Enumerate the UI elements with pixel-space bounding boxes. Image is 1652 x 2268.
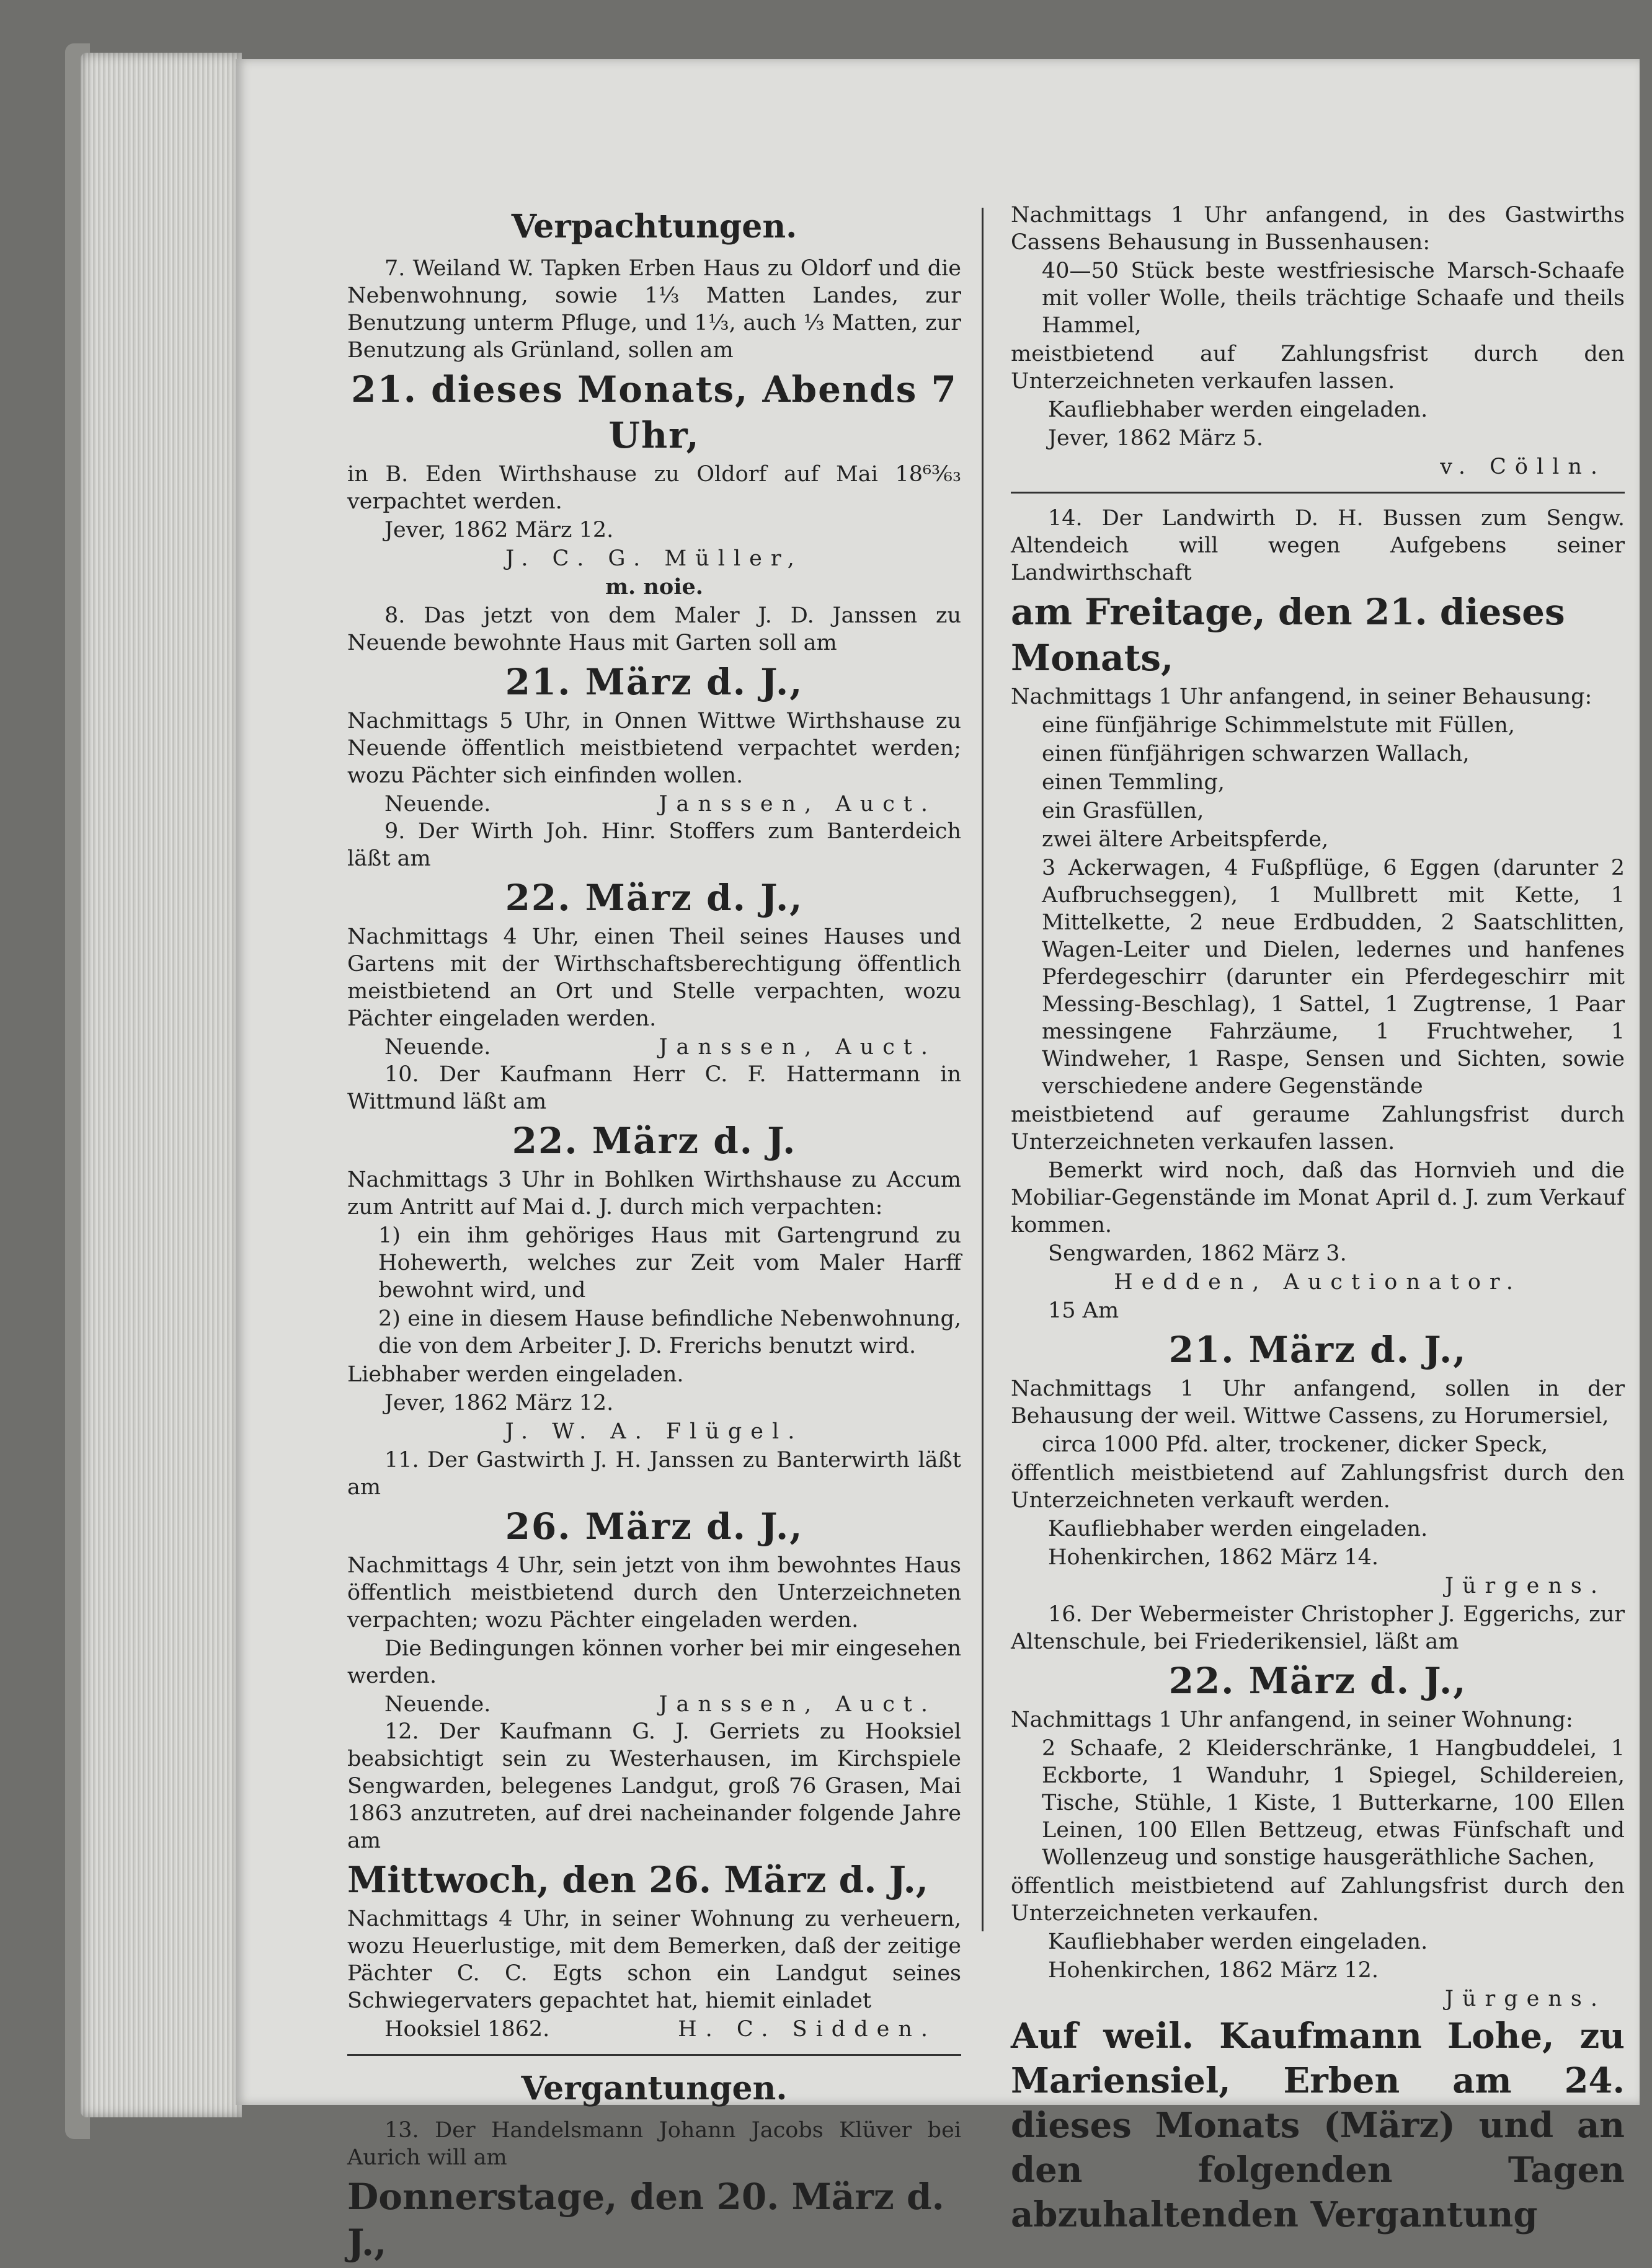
notice-14-signature: Hedden, Auctionator. (1114, 1270, 1522, 1295)
notice-9-date: 22. März d. J., (505, 877, 804, 919)
notice-12-place: Hooksiel 1862. (384, 2017, 550, 2042)
notice-15-signature: Jürgens. (1444, 1574, 1606, 1598)
notice-16-signature: Jürgens. (1444, 1987, 1606, 2011)
notice-16-date: 22. März d. J., (1168, 1660, 1467, 1702)
notice-12-signature: H. C. Sidden. (678, 2017, 936, 2042)
continuation-dateline: Jever, 1862 März 5. (1048, 426, 1263, 451)
notice-13-text: 13. Der Handelsmann Johann Jacobs Klüver bei Aurich will am (347, 2118, 961, 2170)
notice-9-signrow (347, 1034, 961, 1061)
notice-15-body: Nachmittags 1 Uhr anfangend, sollen in der Behausung der weil. Wittwe Cassens, zu Horumersiel, (1011, 1376, 1625, 1429)
notice-7-dateline: Jever, 1862 März 12. (384, 518, 614, 543)
notice-15-dateline: Hohenkirchen, 1862 März 14. (1048, 1545, 1379, 1570)
notice-14-text: 14. Der Landwirth D. H. Bussen zum Sengw. Altendeich will wegen Aufgebens seiner Landwirthschaft (1011, 506, 1625, 585)
notice-12-body: Nachmittags 4 Uhr, in seiner Wohnung zu verheuern, wozu Heuerlustige, mit dem Bemerken, daß der zeitige Pächter C. C. Egts schon ein Landgut seines Schwiegervaters gepachtet hat, hiemit einladet (347, 1907, 961, 2013)
notice-10-signature: J. W. A. Flügel. (505, 1419, 804, 1444)
notice-14-note: Bemerkt wird noch, daß das Hornvieh und die Mobiliar-Gegenstände im Monat April d. J. zum Verkauf kommen. (1011, 1158, 1625, 1238)
notice-15-date: 21. März d. J., (1168, 1329, 1467, 1371)
notice-7-text: 7. Weiland W. Tapken Erben Haus zu Oldorf und die Nebenwohnung, sowie 1⅓ Matten Landes, zur Benutzung unterm Pfluge, und 1⅓, auch ⅓ Matten, zur Benutzung als Grünland, sollen am (347, 256, 961, 363)
notice-10-date: 22. März d. J. (512, 1120, 797, 1162)
notice-11-place: Neuende. (384, 1692, 491, 1717)
continuation-invite: Kaufliebhaber werden eingeladen. (1048, 397, 1428, 422)
notice-14-item: eine fünfjährige Schimmelstute mit Füllen, (1042, 713, 1515, 738)
notice-10-dateline: Jever, 1862 März 12. (384, 1391, 614, 1415)
notice-10-body: Nachmittags 3 Uhr in Bohlken Wirthshause zu Accum zum Antritt auf Mai d. J. durch mich verpachten: (347, 1167, 961, 1220)
notice-17-lead: Auf weil. Kaufmann Lohe, zu Mariensiel, Erben am 24. dieses Monats (März) und an den folgenden Tagen abzuhaltenden Vergantung (1011, 2016, 1625, 2235)
notice-12-text: 12. Der Kaufmann G. J. Gerriets zu Hooksiel beabsichtigt sein zu Westerhausen, im Kirchspiele Sengwarden, belegenes Landgut, groß 76 Grasen, Mai 1863 anzutreten, auf drei nacheinander folgende Jahre am (347, 1719, 961, 1853)
notice-10-invite: Liebhaber werden eingeladen. (347, 1362, 684, 1387)
notice-10-text: 10. Der Kaufmann Herr C. F. Hattermann in Wittmund läßt am (347, 1062, 961, 1114)
notice-8-text: 8. Das jetzt von dem Maler J. D. Janssen zu Neuende bewohnte Haus mit Garten soll am (347, 603, 961, 655)
right-column (1011, 202, 1625, 2238)
notice-9-signature: Janssen, Auct. (659, 1035, 936, 1060)
section-heading-verpachtungen: Verpachtungen. (511, 208, 797, 246)
notice-8-signrow (347, 791, 961, 818)
notice-9-place: Neuende. (384, 1035, 491, 1060)
notice-14-body-2: meistbietend auf geraume Zahlungsfrist durch Unterzeichneten verkaufen lassen. (1011, 1102, 1625, 1154)
notice-7-signature-note: m. noie. (605, 574, 703, 600)
notice-15-body-2: öffentlich meistbietend auf Zahlungsfrist durch den Unterzeichneten verkauft werden. (1011, 1461, 1625, 1513)
notice-16-invite: Kaufliebhaber werden eingeladen. (1048, 1929, 1428, 1954)
page-stack-edge (81, 53, 242, 2117)
notice-7-place: in B. Eden Wirthshause zu Oldorf auf Mai 18⁶³⁄₆₃ verpachtet werden. (347, 462, 961, 514)
notice-11-body: Nachmittags 4 Uhr, sein jetzt von ihm bewohntes Haus öffentlich meistbietend durch den Unterzeichneten verpachten; wozu Pächter eingeladen werden. (347, 1553, 961, 1632)
continuation-items: 40—50 Stück beste westfriesische Marsch-Schaafe mit voller Wolle, theils trächtige Schaafe und theils Hammel, (1042, 259, 1625, 338)
notice-8-date: 21. März d. J., (505, 661, 804, 703)
notice-12-signrow (347, 2016, 961, 2043)
notice-8-body: Nachmittags 5 Uhr, in Onnen Wittwe Wirthshause zu Neuende öffentlich meistbietend verpachtet werden; wozu Pächter sich einfinden wollen. (347, 709, 961, 788)
newspaper-page (236, 59, 1640, 2264)
notice-14-body: Nachmittags 1 Uhr anfangend, in seiner Behausung: (1011, 684, 1592, 709)
notice-10-item-1: 1) ein ihm gehöriges Haus mit Gartengrund zu Hohewerth, welches zur Zeit vom Maler Harff bewohnt wird, und (378, 1223, 961, 1303)
notice-14-item: einen Temmling, (1042, 770, 1225, 795)
notice-8-place: Neuende. (384, 792, 491, 817)
notice-15-invite: Kaufliebhaber werden eingeladen. (1048, 1517, 1428, 1541)
notice-14-date: am Freitage, den 21. dieses Monats, (1011, 591, 1565, 679)
notice-11-body-2: Die Bedingungen können vorher bei mir eingesehen werden. (347, 1636, 961, 1688)
notice-16-body: Nachmittags 1 Uhr anfangend, in seiner Wohnung: (1011, 1708, 1573, 1732)
notice-rule (1011, 492, 1625, 494)
notice-14-item: zwei ältere Arbeitspferde, (1042, 827, 1329, 852)
notice-12-date: Mittwoch, den 26. März d. J., (347, 1859, 928, 1901)
notice-16-dateline: Hohenkirchen, 1862 März 12. (1048, 1958, 1379, 1983)
notice-15-text: 15 Am (1048, 1298, 1119, 1323)
notice-10-item-2: 2) eine in diesem Hause befindliche Nebenwohnung, die von dem Arbeiter J. D. Frerichs benutzt wird. (378, 1306, 961, 1358)
notice-7-signature: J. C. G. Müller, (505, 546, 803, 571)
notice-8-signature: Janssen, Auct. (659, 792, 936, 817)
notice-11-date: 26. März d. J., (505, 1505, 804, 1548)
notice-14-item: 3 Ackerwagen, 4 Fußpflüge, 6 Eggen (darunter 2 Aufbruchseggen), 1 Mullbrett mit Kette, 1 Mittelkette, 2 neue Erdbudden, 2 Saatschlitten, Wagen-Leiter und Dielen, ledernes und hanfenes Pferdegeschirr (darunter ein Pferdegeschirr mit Messing-Beschlag), 1 Sattel, 1 Zugtrense, 1 Paar messingene Fahrzäume, 1 Fruchtweher, 1 Windweher, 1 Raspe, Sensen und Sichten, sowie verschiedene andere Gegenstände (1042, 856, 1625, 1099)
continuation-signature: v. Cölln. (1440, 454, 1606, 479)
notice-11-text: 11. Der Gastwirth J. H. Janssen zu Banterwirth läßt am (347, 1448, 961, 1500)
left-column (347, 202, 961, 2268)
notice-16-text: 16. Der Webermeister Christopher J. Eggerichs, zur Altenschule, bei Friederikensiel, läßt am (1011, 1602, 1625, 1654)
notice-14-item: einen fünfjährigen schwarzen Wallach, (1042, 742, 1470, 766)
continuation-body: meistbietend auf Zahlungsfrist durch den Unterzeichneten verkaufen lassen. (1011, 342, 1625, 394)
column-divider (982, 208, 984, 1931)
notice-16-body-2: öffentlich meistbietend auf Zahlungsfrist durch den Unterzeichneten verkaufen. (1011, 1874, 1625, 1926)
notice-13-date: Donnerstage, den 20. März d. J., (347, 2176, 944, 2264)
notice-14-item: ein Grasfüllen, (1042, 799, 1204, 823)
notice-15-item: circa 1000 Pfd. alter, trockener, dicker Speck, (1042, 1432, 1548, 1457)
notice-11-signature: Janssen, Auct. (659, 1692, 936, 1717)
notice-16-items: 2 Schaafe, 2 Kleiderschränke, 1 Hangbuddelei, 1 Eckborte, 1 Wanduhr, 1 Spiegel, Schildereien, Tische, Stühle, 1 Kiste, 1 Butterkarne, 100 Ellen Leinen, 100 Ellen Bettzeug, etwas Fünfschaft und Wollenzeug und sonstige hausgeräthliche Sachen, (1042, 1736, 1625, 1870)
notice-9-text: 9. Der Wirth Joh. Hinr. Stoffers zum Banterdeich läßt am (347, 819, 961, 871)
notice-9-body: Nachmittags 4 Uhr, einen Theil seines Hauses und Gartens mit der Wirthschaftsberechtigung öffentlich meistbietend an Ort und Stelle verpachten, wozu Pächter eingeladen werden. (347, 924, 961, 1031)
notice-11-signrow (347, 1691, 961, 1718)
section-rule (347, 2054, 961, 2056)
section-heading-vergantungen: Vergantungen. (521, 2070, 788, 2107)
continuation-text: Nachmittags 1 Uhr anfangend, in des Gastwirths Cassens Behausung in Bussenhausen: (1011, 203, 1625, 255)
notice-14-dateline: Sengwarden, 1862 März 3. (1048, 1241, 1347, 1266)
notice-7-date: 21. dieses Monats, Abends 7 Uhr, (351, 368, 957, 456)
